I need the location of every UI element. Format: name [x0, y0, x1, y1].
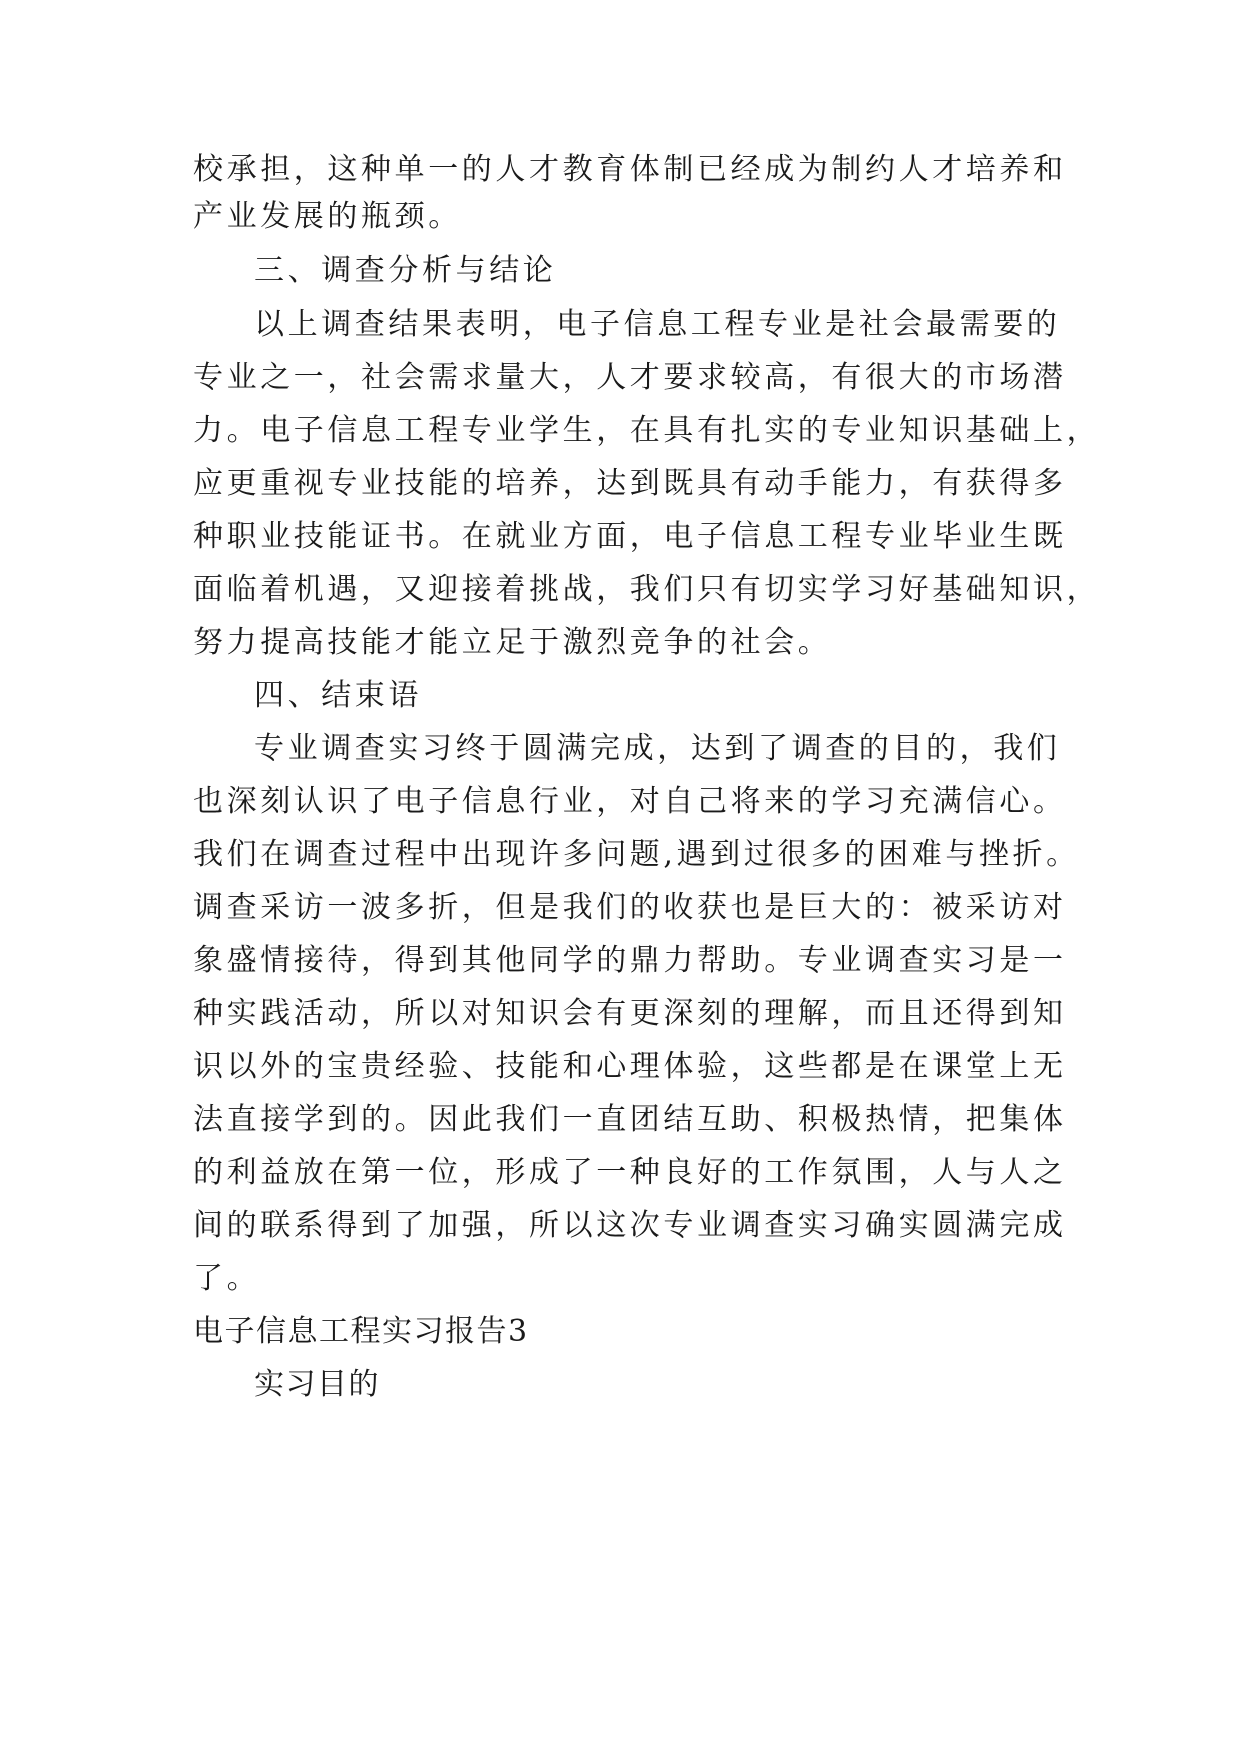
- body-line: 专业之一，社会需求量大，人才要求较高，有很大的市场潜: [193, 360, 1067, 395]
- body-line: 种职业技能证书。在就业方面，电子信息工程专业毕业生既: [193, 519, 1067, 554]
- body-line: 识以外的宝贵经验、技能和心理体验，这些都是在课堂上无: [193, 1049, 1067, 1084]
- body-line: 种实践活动，所以对知识会有更深刻的理解，而且还得到知: [193, 996, 1067, 1031]
- body-line: 校承担，这种单一的人才教育体制已经成为制约人才培养和: [193, 152, 1067, 187]
- body-line: 以上调查结果表明，电子信息工程专业是社会最需要的: [254, 307, 1061, 342]
- body-line: 法直接学到的。因此我们一直团结互助、积极热情，把集体: [193, 1102, 1067, 1137]
- body-line: 象盛情接待，得到其他同学的鼎力帮助。专业调查实习是一: [193, 943, 1067, 978]
- section-heading: 四、结束语: [254, 678, 422, 713]
- body-line: 的利益放在第一位，形成了一种良好的工作氛围，人与人之: [193, 1155, 1067, 1190]
- section-heading: 实习目的: [254, 1367, 380, 1402]
- report-title: 电子信息工程实习报告3: [193, 1314, 529, 1349]
- body-line: 了。: [193, 1261, 261, 1296]
- body-line: 力。电子信息工程专业学生，在具有扎实的专业知识基础上，: [193, 413, 1101, 448]
- body-line: 调查采访一波多折，但是我们的收获也是巨大的：被采访对: [193, 890, 1067, 925]
- section-heading: 三、调查分析与结论: [254, 253, 557, 288]
- body-line: 专业调查实习终于圆满完成，达到了调查的目的，我们: [254, 731, 1061, 766]
- body-line: 努力提高技能才能立足于激烈竞争的社会。: [193, 625, 832, 660]
- body-line: 应更重视专业技能的培养，达到既具有动手能力，有获得多: [193, 466, 1067, 501]
- body-line: 产业发展的瓶颈。: [193, 199, 462, 234]
- body-line: 我们在调查过程中出现许多问题,遇到过很多的困难与挫折。: [193, 837, 1080, 872]
- body-line: 面临着机遇，又迎接着挑战，我们只有切实学习好基础知识，: [193, 572, 1101, 607]
- body-line: 也深刻认识了电子信息行业，对自己将来的学习充满信心。: [193, 784, 1067, 819]
- body-line: 间的联系得到了加强，所以这次专业调查实习确实圆满完成: [193, 1208, 1067, 1243]
